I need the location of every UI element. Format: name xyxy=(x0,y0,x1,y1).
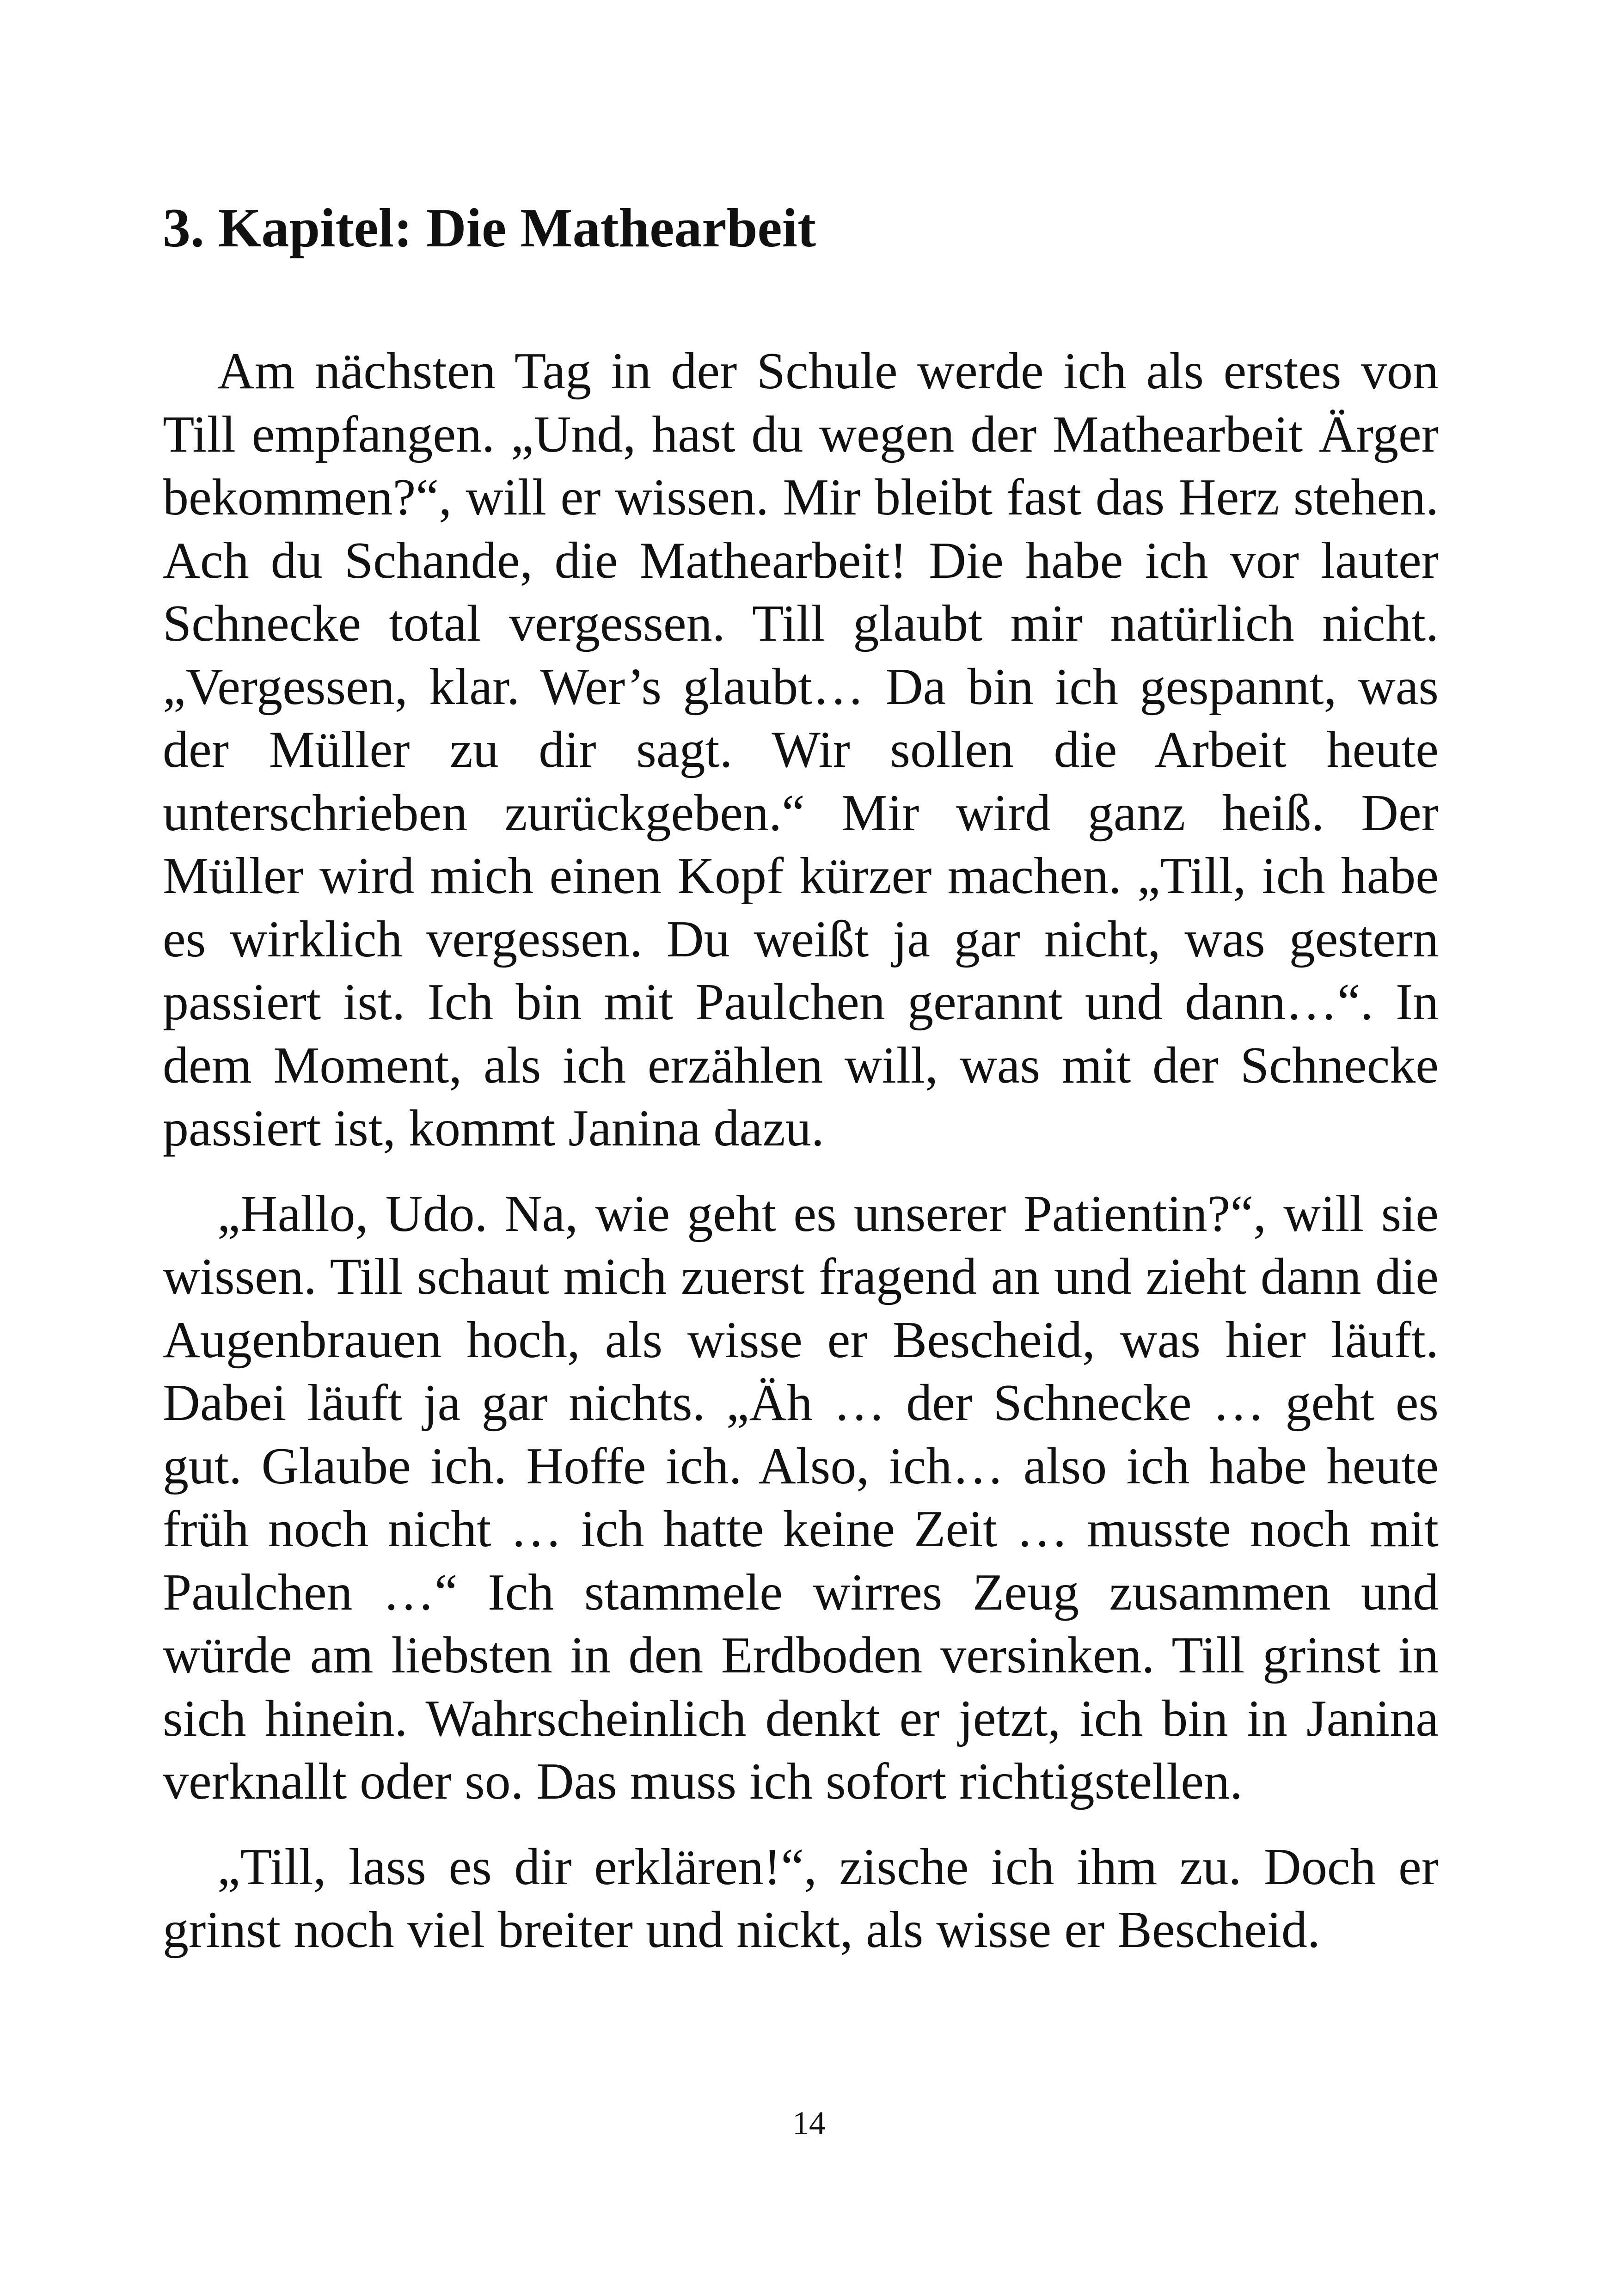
page-number: 14 xyxy=(792,2105,826,2142)
paragraph: Am nächsten Tag in der Schule werde ich als erstes von Till empfangen. „Und, hast du wegen der Mathearbeit Ärger bekommen?“, will er wissen. Mir bleibt fast das Herz stehen. Ach du Schande, die Mathearbeit! Die habe ich vor lauter Schnecke total vergessen. Till glaubt mir natürlich nicht. „Vergessen, klar. Wer’s glaubt… Da bin ich gespannt, was der Müller zu dir sagt. Wir sollen die Arbeit heute unterschrieben zurückgeben.“ Mir wird ganz heiß. Der Müller wird mich einen Kopf kürzer machen. „Till, ich habe es wirklich vergessen. Du weißt ja gar nicht, was gestern passiert ist. Ich bin mit Paulchen gerannt und dann…“. In dem Moment, als ich erzählen will, was mit der Schnecke passiert ist, kommt Janina dazu. xyxy=(163,343,1439,1157)
paragraph: „Till, lass es dir erklären!“, zische ich ihm zu. Doch er grinst noch viel breiter und nickt, als wisse er Bescheid. xyxy=(163,1838,1439,1959)
paragraph: „Hallo, Udo. Na, wie geht es unserer Patientin?“, will sie wissen. Till schaut mich zuerst fragend an und zieht dann die Augenbrauen hoch, als wisse er Bescheid, was hier läuft. Dabei läuft ja gar nichts. „Äh … der Schnecke … geht es gut. Glaube ich. Hoffe ich. Also, ich… also ich habe heute früh noch nicht … ich hatte keine Zeit … musste noch mit Paulchen …“ Ich stammele wirres Zeug zusammen und würde am liebsten in den Erdboden versinken. Till grinst in sich hinein. Wahrscheinlich denkt er jetzt, ich bin in Janina verknallt oder so. Das muss ich sofort richtigstellen. xyxy=(163,1185,1439,1810)
chapter-title: 3. Kapitel: Die Mathearbeit xyxy=(163,197,816,258)
body-text xyxy=(163,340,1439,1962)
